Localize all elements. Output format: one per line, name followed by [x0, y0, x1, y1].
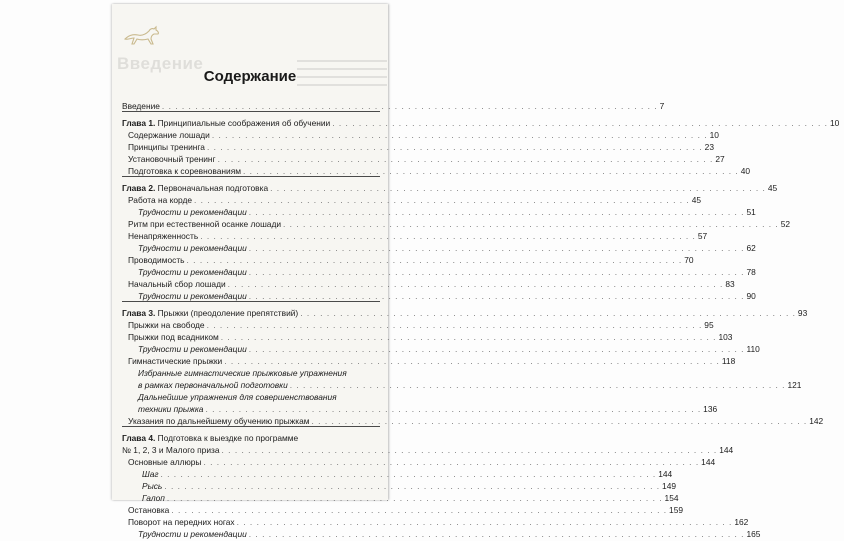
bleed-through-text: Введение: [117, 54, 387, 109]
toc-page-number: 83: [725, 279, 735, 289]
toc-entry-label: Основные аллюры: [128, 457, 202, 467]
toc-entry-label: Прыжки под всадником: [128, 332, 219, 342]
toc-page-number: 62: [746, 243, 756, 253]
horse-logo-icon: [123, 25, 161, 47]
toc-page-number: 136: [703, 404, 718, 414]
toc-page-number: 144: [701, 457, 716, 467]
toc-page-number: 142: [809, 416, 824, 426]
toc-entry-label: Прыжки на свободе: [128, 320, 205, 330]
toc-page-number: 51: [746, 207, 756, 217]
dot-leader: [312, 415, 808, 428]
toc-entry-label: Поворот на передних ногах: [128, 517, 235, 527]
chapter-number: Глава 4.: [122, 433, 156, 443]
toc-entry-label: Трудности и рекомендации: [138, 267, 247, 277]
page-title: Содержание: [203, 68, 297, 85]
toc-entry[interactable]: [138, 528, 761, 541]
toc-entry-label: Подготовка к соревнованиям: [128, 166, 241, 176]
chapter-number: Глава 2.: [122, 183, 156, 193]
toc-entry-label: Рысь: [142, 481, 163, 491]
toc-entry[interactable]: [138, 290, 756, 303]
toc-entry[interactable]: [128, 415, 824, 428]
toc-page-number: 149: [662, 481, 677, 491]
toc-entry-label: Введение: [122, 101, 160, 111]
toc-page-number: 95: [704, 320, 714, 330]
toc-entry-label: Галоп: [142, 493, 165, 503]
toc-page-number: 52: [780, 219, 791, 229]
toc-entry-label: Гимнастические прыжки: [128, 356, 223, 366]
toc-page-number: 118: [721, 356, 736, 366]
toc-page-number: 110: [746, 344, 760, 354]
chapter-number: Глава 3.: [122, 308, 156, 318]
dot-leader: [243, 165, 739, 178]
toc-entry-label: Работа на корде: [128, 195, 192, 205]
toc-page-number: 93: [797, 308, 808, 318]
toc-page-number: 103: [718, 332, 733, 342]
toc-entry-label: Указания по дальнейшему обучению прыжкам: [128, 416, 310, 426]
toc-page-number: 45: [691, 195, 702, 205]
toc-page-number: 45: [767, 183, 778, 193]
chapter-title: Подготовка к выездке по программе: [155, 433, 299, 443]
toc-page-number: 121: [787, 380, 802, 390]
toc-entry-label: Дальнейшие упражнения для совершенствования: [138, 392, 337, 402]
toc-page-number: 90: [746, 291, 756, 301]
toc-page-number: 162: [734, 517, 749, 527]
toc-entry-label: Ненапряженность: [128, 231, 199, 241]
toc-page-number: 27: [715, 154, 725, 164]
toc-entry-label: Установочный тренинг: [128, 154, 216, 164]
toc-page-number: 165: [746, 529, 761, 539]
toc-entry-label: Остановка: [128, 505, 170, 515]
dot-leader: [249, 290, 745, 303]
toc-entry-label: № 1, 2, 3 и Малого приза: [122, 445, 220, 455]
toc-page-number: 10: [709, 130, 719, 140]
toc-entry-label: Ритм при естественной осанке лошади: [128, 219, 282, 229]
toc-entry-label: в рамках первоначальной подготовки: [138, 380, 288, 390]
toc-page-number: 40: [740, 166, 751, 176]
toc-entry-label: Трудности и рекомендации: [138, 243, 247, 253]
dot-leader: [162, 100, 658, 113]
toc-page-number: 154: [664, 493, 679, 503]
toc-page-number: 10: [829, 118, 840, 128]
toc-entry-label: Трудности и рекомендации: [138, 207, 247, 217]
dot-leader: [249, 528, 745, 541]
toc-page-number: 144: [658, 469, 673, 479]
toc-entry-label: Трудности и рекомендации: [138, 291, 247, 301]
toc-entry-label: Содержание лошади: [128, 130, 210, 140]
chapter-number: Глава 1.: [122, 118, 156, 128]
toc-entry-label: Принципы тренинга: [128, 142, 205, 152]
toc-entry-label: Трудности и рекомендации: [138, 344, 247, 354]
toc-entry[interactable]: [128, 165, 751, 178]
toc-entry-label: Избранные гимнастические прыжковые упражнения: [138, 368, 347, 378]
chapter-title: Принципиальные соображения об обучении: [155, 118, 331, 128]
chapter-title: Прыжки (преодоление препятствий): [155, 308, 299, 318]
toc-entry-label: Проводимость: [128, 255, 185, 265]
toc-page-number: 7: [659, 101, 665, 111]
toc-entry-label: техники прыжка: [138, 404, 204, 414]
book-page: [112, 4, 840, 539]
toc-entry-label: Начальный сбор лошади: [128, 279, 226, 289]
toc-page-number: 78: [746, 267, 756, 277]
toc-entry-label: Шаг: [142, 469, 159, 479]
toc-page-number: 70: [684, 255, 694, 265]
toc-page-number: 144: [719, 445, 734, 455]
toc-page-number: 159: [669, 505, 684, 515]
toc-page-number: 23: [704, 142, 714, 152]
toc-entry-label: Трудности и рекомендации: [138, 529, 247, 539]
chapter-title: Первоначальная подготовка: [155, 183, 269, 193]
toc-page-number: 57: [697, 231, 708, 241]
toc-entry[interactable]: [122, 100, 665, 113]
